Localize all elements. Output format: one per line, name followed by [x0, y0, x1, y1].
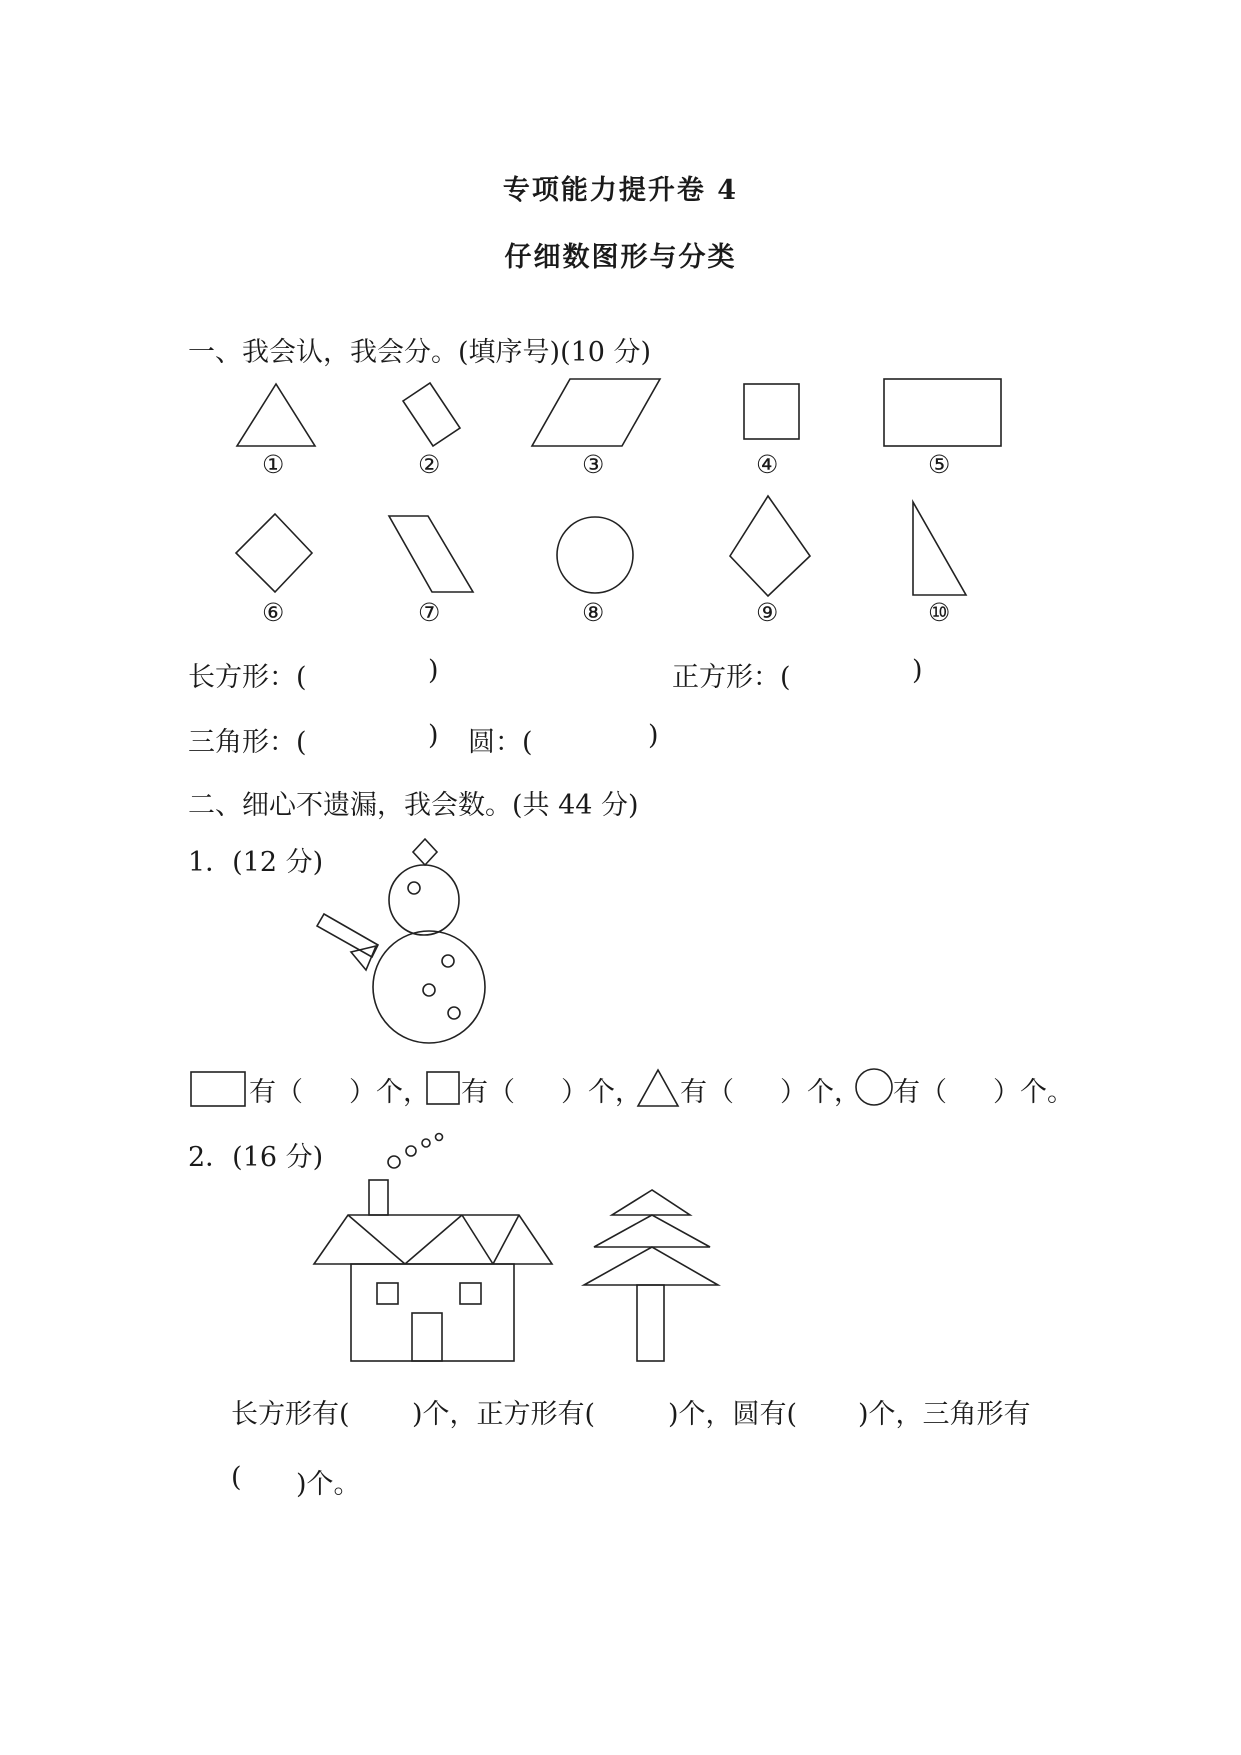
right-triangle-icon [913, 502, 966, 595]
parallelogram-icon [532, 379, 660, 446]
triangle-answer-close: ) [428, 720, 439, 751]
circle-icon [557, 517, 633, 593]
shape-label: ⑤ [928, 450, 951, 479]
shape-label: ⑧ [582, 598, 605, 627]
q1-close-last: ）个。 [993, 1077, 1074, 1108]
shape-label: ⑥ [262, 598, 285, 627]
rotated-square-icon [236, 514, 312, 592]
page-subtitle: 仔细数图形与分类 [504, 242, 737, 273]
q1-triangle-icon [638, 1070, 678, 1106]
q1-has: 有（ [680, 1077, 734, 1108]
q1-has: 有（ [461, 1077, 515, 1108]
q1-square-icon [427, 1072, 459, 1104]
q2-line2-a: ( [231, 1462, 242, 1493]
circle-answer-close: ) [648, 720, 659, 751]
square-answer-label: 正方形：( [672, 662, 791, 693]
rectangle-answer-close: ) [428, 655, 439, 686]
rectangle-answer-label: 长方形：( [188, 662, 307, 693]
square-answer-close: ) [912, 655, 923, 686]
q2-label: 2．(16 分) [188, 1142, 324, 1173]
shape-label: ② [418, 450, 441, 479]
slanted-parallelogram-icon [389, 516, 473, 592]
circle-answer-label: 圆：( [468, 727, 533, 758]
q1-close: ）个， [780, 1077, 861, 1108]
shape-label: ⑦ [418, 598, 441, 627]
rhombus-icon [730, 496, 810, 596]
q2-line1-c: )个，圆有( [668, 1399, 798, 1430]
q2-line1-d: )个，三角形有 [858, 1399, 1031, 1430]
triangle-icon [237, 384, 315, 446]
page-title: 专项能力提升卷 4 [502, 175, 739, 206]
q1-close: ）个， [349, 1077, 430, 1108]
square-icon [744, 384, 799, 439]
section2-heading: 二、细心不遗漏，我会数。(共 44 分) [188, 790, 639, 821]
q2-line1-a: 长方形有( [231, 1399, 350, 1430]
q2-line1-b: )个，正方形有( [412, 1399, 596, 1430]
snowman-icon [317, 839, 485, 1043]
q1-close: ）个， [561, 1077, 642, 1108]
q1-has: 有（ [893, 1077, 947, 1108]
triangle-answer-label: 三角形：( [188, 727, 307, 758]
shape-label: ④ [756, 450, 779, 479]
q1-rectangle-icon [191, 1072, 245, 1106]
q2-line2-b: )个。 [296, 1469, 361, 1500]
q1-has: 有（ [249, 1077, 303, 1108]
shape-label: ③ [582, 450, 605, 479]
house-and-tree-icon [314, 1134, 718, 1362]
shape-label: ⑨ [756, 598, 779, 627]
tilted-rectangle-icon [403, 383, 460, 446]
q1-circle-icon [856, 1069, 892, 1105]
shape-label: ① [262, 450, 285, 479]
q1-label: 1．(12 分) [188, 847, 324, 878]
rectangle-icon [884, 379, 1001, 446]
shape-label: ⑩ [928, 598, 951, 627]
section1-heading: 一、我会认，我会分。(填序号)(10 分) [188, 337, 652, 368]
